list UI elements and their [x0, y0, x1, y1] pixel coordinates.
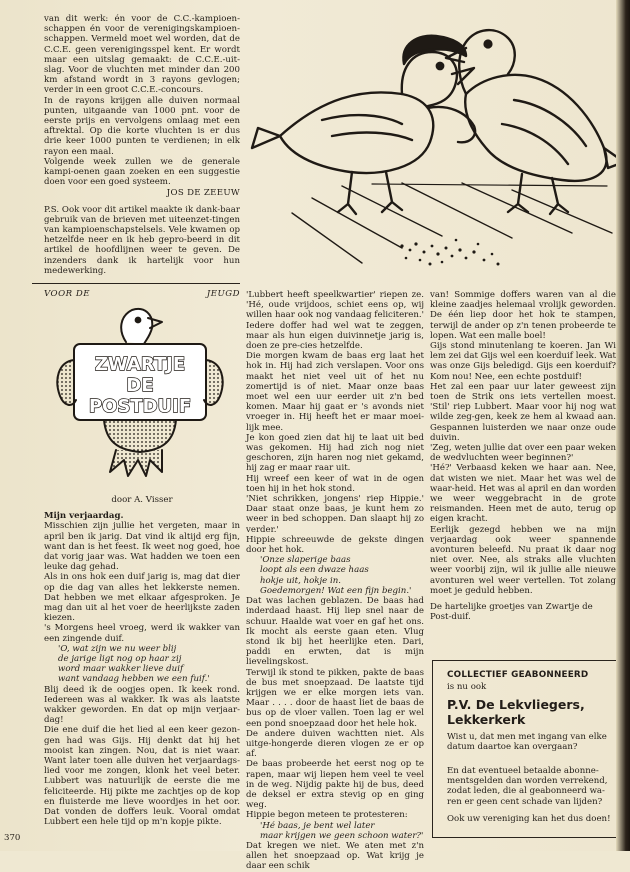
story-paragraph: De andere duiven wachtten niet. Als uitge-hongerde dieren vlogen ze er op af. [246, 728, 424, 760]
notice-subheading: is nu ook [447, 682, 487, 692]
story-paragraph: van! Sommige doffers waren van al die kleine zaadjes helemaal vrolijk geworden. De één liep door het hok te stampen, terwijl de ander op z'n tenen probeerde te lopen. Wat een malle boel! [430, 290, 616, 341]
article-postscript: P.S. Ook voor dit artikel maakte ik dank-baar gebruik van de brieven met uiteenzet-tingen van kampioenschapstelsels. Vele kwamen op hetzelfde neer en ik heb gepro-beerd in dit artikel de hoofdlijnen weer te geven. De inzenders dank ik hartelijk voor hun medewerking. [44, 204, 240, 276]
song-line: 'O, wat zijn we nu weer blij [58, 643, 177, 654]
notice-club-name [447, 697, 617, 727]
story-column-2 [246, 290, 424, 872]
section-divider [32, 283, 240, 284]
logo-line-3: POSTDUIF [88, 396, 192, 417]
story-paragraph: Hippie schreeuwde de gekste dingen door het hok. [246, 534, 424, 556]
song-line: word maar wakker lieve duif [58, 664, 184, 675]
story-paragraph: Hij wreef een keer of wat in de ogen toen hij in het hok stond. [246, 473, 424, 494]
article-signature: JOS DE ZEEUW [166, 188, 240, 199]
section-header-right: JEUGD [206, 289, 240, 299]
song-line: 'Onze slaperige baas [260, 555, 351, 566]
byline: door A. Visser [111, 495, 173, 505]
club-line-1: P.V. De Lekvliegers, [447, 697, 585, 712]
story-paragraph: Dat was lachen geblazen. De baas had inderdaad haast. Hij liep snel naar de schuur. Haalde wat voer en gaf het ons. Ik mocht als eerste gaan eten. Vlug stond ik bij het heerlijke eten. Dari, paddi en erwten, dat is mijn lievelingskost. [246, 596, 424, 668]
article-paragraph: van dit werk: én voor de C.C.-kampioen-schappen én voor de verenigingskampioen-schappen. Vermeld moet wel worden, dat de C.C.E. geen verenigingsspel kent. Er wordt maar een uitslag gemaakt: de C.C.E.-uit-slag. Voor de vluchten met minder dan 200 km afstand wordt in 3 rayons gevlogen; verder in een groot C.C.E.-concours. [44, 14, 240, 96]
story-paragraph: Blij deed ik de oogjes open. Ik keek rond. Iedereen was al wakker. Ik was als laatste wakker geworden. En dat op mijn verjaar-dag! [44, 684, 240, 726]
page-edge-shadow [616, 0, 630, 851]
song-line: de jarige ligt nog op haar zij [58, 654, 182, 665]
article-paragraph: Volgende week zullen we de generale kampi-oenen gaan zoeken en een suggestie doen voor een goed systeem. [44, 156, 240, 188]
closing-greeting: De hartelijke groetjes van Zwartje de Post-duif. [430, 602, 593, 623]
story-paragraph: Je kon goed zien dat hij te laat uit bed was gekomen. Hij had zich nog niet geschoren, zijn haren nog niet gekamd, hij zag er maar raar uit. [246, 432, 424, 474]
story-paragraph: Het zal een paar uur later geweest zijn toen de Strik ons iets vertellen moest. 'Stil' riep Lubbert. Maar voor hij nog wat wilde zeg-gen, keek ze hem al kwaad aan. Gespannen luisterden we naar onze oude duivin. [430, 381, 616, 443]
story-paragraph: 'Hé?' Verbaasd keken we haar aan. Nee, dat wisten we niet. Maar het was wel de waar-heid. Het was al april en dan worden we weer weggebracht in de grote reismanden. Heen met de auto, terug op eigen kracht. [430, 463, 616, 525]
story-paragraph: Eerlijk gezegd hebben we na mijn verjaardag ook weer spannende avonturen beleefd. Nu praat ik daar nog niet over. Nee, als straks alle vluchten weer voorbij zijn, wil ik jullie alle nieuwe avonturen wel weer vertellen. Tot zolang moet je geduld hebben. [430, 524, 616, 596]
story-paragraph: Misschien zijn jullie het vergeten, maar in april ben ik jarig. Dat vind ik altijd erg fijn, want dan is het feest. Ik weet nog goed, hoe dat vorig jaar was. Wat hadden we toen een leuke dag gehad. [44, 521, 240, 573]
song-line: 'Hé baas, je bent wel later [260, 820, 375, 831]
song-line: loopt als een dwaze haas [260, 565, 369, 576]
song-line: want vandaag hebben we een fuif.' [58, 674, 210, 685]
story-paragraph: 'Zeg, weten jullie dat over een paar weken de wedvluchten weer beginnen?' [430, 443, 616, 464]
subscription-notice [432, 660, 624, 838]
story-paragraph: Iedere doffer had wel wat te zeggen, maar als hun eigen duivinnetje jarig is, doen ze pre-cies hetzelfde. [246, 320, 424, 352]
song-line: maar krijgen we geen schoon water?' [260, 830, 424, 841]
story-column-1 [44, 495, 240, 828]
notice-text: Ook uw vereniging kan het dus doen! [447, 814, 611, 824]
notice-text: Wist u, dat men met ingang van elke datum daartoe kan overgaan? [447, 732, 607, 753]
story-paragraph: Dat kregen we niet. We aten met z'n allen het snoepzaad op. Wat krijg je daar een schik [246, 840, 424, 872]
section-header [44, 289, 240, 299]
story-paragraph: Die morgen kwam de baas erg laat het hok in. Hij had zich verslapen. Voor ons maakt het niet veel uit of het nu zomertijd is of niet. Maar onze baas moet wel een uur eerder uit z'n bed komen. Maar hij gaat er 's avonds niet vroeger in. Hij heeft het er maar moei-lijk mee. [246, 351, 424, 433]
notice-text: En dat eventueel betaalde abonne-mentsgelden dan worden verrekend, zodat leden, die al geabonneerd wa-ren er geen cent schade van lijden? [447, 766, 608, 807]
story-paragraph: 'Niet schrikken, jongens' riep Hippie.' Daar staat onze baas, je kunt hem zo weer in bed schoppen. Dan slaapt hij zo verder.' [246, 494, 424, 535]
article-paragraph: In de rayons krijgen alle duiven normaal punten, uitgaande van 1000 pnt. voor de eerste prijs en vervolgens omlaag met een aftrektal. Op die korte vluchten is er dus drie keer 1000 punten te verdienen; in elk rayon een maal. [44, 95, 240, 157]
story-paragraph: Terwijl ik stond te pikken, pakte de baas de bus met snoepzaad. De laatste tijd krijgen we er elke morgen iets van. Maar . . . . door de haast liet de baas de bus op de vloer vallen. Toen lag er wel een pond snoepzaad door het hele hok. [246, 667, 424, 729]
story-paragraph: Als in ons hok een duif jarig is, mag dat dier op die dag van alles het lekkerste nemen. Dat hebben we met elkaar afgesproken. Je mag dan uit al het voer de heerlijkste zaden kiezen. [44, 572, 240, 624]
story-paragraph: 's Morgens heel vroeg, werd ik wakker van een zingende duif. [44, 623, 240, 644]
story-paragraph: Hippie begon meteen te protesteren: [246, 810, 408, 821]
page-number: 370 [4, 833, 21, 843]
story-paragraph: Gijs stond minutenlang te koeren. Jan Wi lem zei dat Gijs wel een koerduif leek. Wat was onze Gijs beledigd. Gijs een koerduif? Kom nou! Nee, een echte postduif! [430, 341, 616, 382]
logo-line-1: ZWARTJE [94, 354, 186, 375]
pigeons-illustration [252, 8, 624, 280]
story-title: Mijn verjaardag. [44, 511, 124, 522]
story-paragraph: De baas probeerde het eerst nog op te rapen, maar wij liepen hem veel te veel in de weg. Nijdig pakte hij de bus, deed de deksel er extra stevig op en ging weg. [246, 759, 424, 811]
logo-line-2: DE [126, 375, 154, 396]
story-paragraph: Die ene duif die het lied al een keer gezon-gen had was Gijs. Hij denkt dat hij het mooist kan zingen. Nou, dat is niet waar. Want later toen alle duiven het verjaardags-lied voor me zongen, klonk het veel beter. Lubbert was natuurlijk de eerste die me feliciteerde. Hij pikte me zachtjes op de kop en fluisterde me lieve woordjes in het oor. Dat vonden de doffers leuk. Vooral omdat Lubbert een hele tijd op m'n kopje pikte. [44, 725, 240, 828]
club-line-2: Lekkerkerk [447, 712, 526, 727]
story-paragraph: 'Lubbert heeft speelkwartier' riepen ze. 'Hé, oude vrijdoos, schiet eens op, wij willen haar ook nog vandaag feliciteren.' [246, 290, 424, 321]
song-line: Goedemorgen! Wat een fijn begin.' [260, 585, 412, 596]
section-header-left: VOOR DE [44, 289, 91, 299]
notice-heading: COLLECTIEF GEABONNEERD [447, 670, 589, 680]
story-column-3 [430, 290, 616, 623]
song-line: hokje uit, hokje in. [260, 575, 342, 586]
article-top [44, 14, 240, 276]
zwartje-logo [52, 300, 228, 478]
